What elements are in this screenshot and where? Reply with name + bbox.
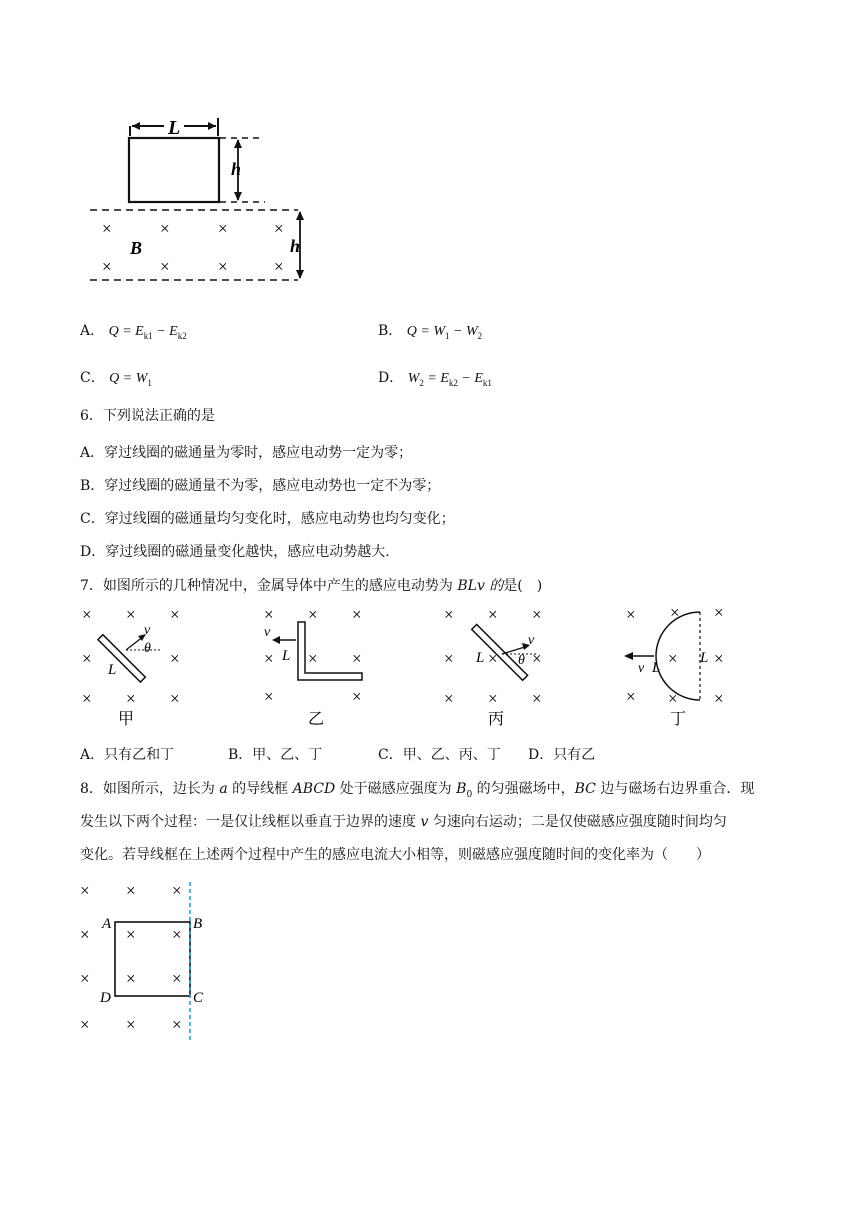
field-cross: × [126,1015,136,1034]
field-cross: × [668,689,678,708]
q7-ding-L-right: L [700,650,709,666]
field-cross: × [626,687,636,706]
field-cross: × [308,649,318,668]
field-cross: × [352,649,362,668]
q7-bing-L: L [476,650,485,666]
q7-bing-theta: θ [518,653,525,668]
q5-option-a: A． $Q = E_{k1} - E_{k2}$ [80,323,187,341]
q7-caption-bing: 丙 [488,711,505,728]
field-cross: × [172,1015,182,1034]
q5-label-h-bottom: h [290,236,301,256]
field-cross: × [488,689,498,708]
q5-option-c-expr: $Q = W_1$ [109,371,152,388]
q5-wire-loop [129,138,219,202]
field-cross: × [170,649,180,668]
field-cross: × [264,605,274,624]
field-cross: × [126,605,136,624]
field-cross: × [626,605,636,624]
field-cross: × [126,881,136,900]
q7-caption-ding: 丁 [670,711,687,728]
q7-option-a: A．只有乙和丁 [80,747,175,763]
field-cross: × [126,969,136,988]
q6-option-b: B．穿过线圈的磁通量不为零，感应电动势也一定不为零； [80,478,441,494]
q8-label-A: A [102,916,112,932]
q7-stem: 7．如图所示的几种情况中，金属导体中产生的感应电动势为 BLv 的是( ) [80,578,543,594]
field-cross: × [668,649,678,668]
q5-label-B: B [130,238,143,258]
field-cross: × [80,969,90,988]
q6-option-d: D．穿过线圈的磁通量变化越快，感应电动势越大. [80,544,390,560]
field-cross: × [102,257,112,276]
field-cross: × [488,605,498,624]
field-cross: × [488,649,498,668]
field-cross: × [160,257,170,276]
q8-label-D: D [100,990,111,1006]
q7-option-c: C．甲、乙、丙、丁 [378,747,501,763]
field-cross: × [126,689,136,708]
field-cross: × [532,689,542,708]
q7-yi-v: v [264,625,271,640]
q7-jia-v: v [144,623,151,638]
q6-stem: 6．下列说法正确的是 [80,408,215,424]
field-cross: × [714,649,724,668]
q7-ding-L-left: L [652,660,661,676]
field-cross: × [532,649,542,668]
field-cross: × [82,605,92,624]
field-cross: × [264,687,274,706]
q8-line-1: 8．如图所示，边长为 a 的导线框 ABCD 处于磁感应强度为 $B_0$ 的匀强磁场中，BC 边与磁场右边界重合．现 [80,781,755,800]
q7-figures [78,600,758,730]
field-cross: × [172,881,182,900]
field-cross: × [308,605,318,624]
q6-option-c: C．穿过线圈的磁通量均匀变化时，感应电动势也均匀变化； [80,511,455,527]
q5-option-d-expr: $W_2 = E_{k2} - E_{k1}$ [407,371,492,388]
q6-option-a: A．穿过线圈的磁通量为零时，感应电动势一定为零； [80,445,413,461]
field-cross: × [82,649,92,668]
q7-caption-yi: 乙 [308,711,325,728]
q5-label-L: L [168,117,181,139]
q8-line-2: 发生以下两个过程：一是仅让线框以垂直于边界的速度 v 匀速向右运动；二是仅使磁感应强度随时间均匀 [80,814,727,830]
q7-caption-jia: 甲 [118,711,135,728]
field-cross: × [352,605,362,624]
q7-figure-bing [444,605,542,728]
q7-figure-ding [624,603,724,728]
field-cross: × [172,925,182,944]
q5-figure [80,110,320,295]
q7-figure-jia [82,605,180,728]
q8-label-C: C [193,990,204,1006]
field-cross: × [102,219,112,238]
field-cross: × [714,689,724,708]
q7-jia-theta: θ [144,641,151,656]
q7-jia-L: L [108,662,117,678]
q5-option-b: B． $Q = W_1 - W_2$ [378,323,483,341]
q7-option-d: D．只有乙 [528,747,596,763]
q7-option-b: B．甲、乙、丁 [228,747,323,763]
field-cross: × [170,689,180,708]
field-cross: × [444,689,454,708]
field-cross: × [170,605,180,624]
q7-ding-v: v [638,661,645,676]
q5-option-c: C． $Q = W_1$ [80,370,152,388]
field-cross: × [714,603,724,622]
field-cross: × [274,219,284,238]
field-cross: × [160,219,170,238]
q7-yi-L: L [282,648,291,664]
field-cross: × [218,257,228,276]
field-cross: × [352,687,362,706]
q5-option-d: D． $W_2 = E_{k2} - E_{k1}$ [378,370,492,388]
field-cross: × [218,219,228,238]
q7-bing-v: v [528,633,535,648]
q8-label-B: B [193,916,203,932]
field-cross: × [264,649,274,668]
field-cross: × [172,969,182,988]
q8-figure [78,878,218,1043]
field-cross: × [80,925,90,944]
field-cross: × [670,603,680,622]
field-cross: × [444,605,454,624]
q5-option-a-expr: $Q = E_{k1} - E_{k2}$ [108,324,187,341]
field-cross: × [126,925,136,944]
field-cross: × [532,605,542,624]
field-cross: × [80,1015,90,1034]
field-cross: × [274,257,284,276]
q5-label-h-top: h [231,159,242,179]
field-cross: × [80,881,90,900]
field-cross: × [444,649,454,668]
q5-option-b-expr: $Q = W_1 - W_2$ [406,324,483,341]
q7-figure-yi [264,605,362,728]
field-cross: × [82,689,92,708]
q8-line-3: 变化。若导线框在上述两个过程中产生的感应电流大小相等，则磁感应强度随时间的变化率为（ ） [80,847,710,863]
